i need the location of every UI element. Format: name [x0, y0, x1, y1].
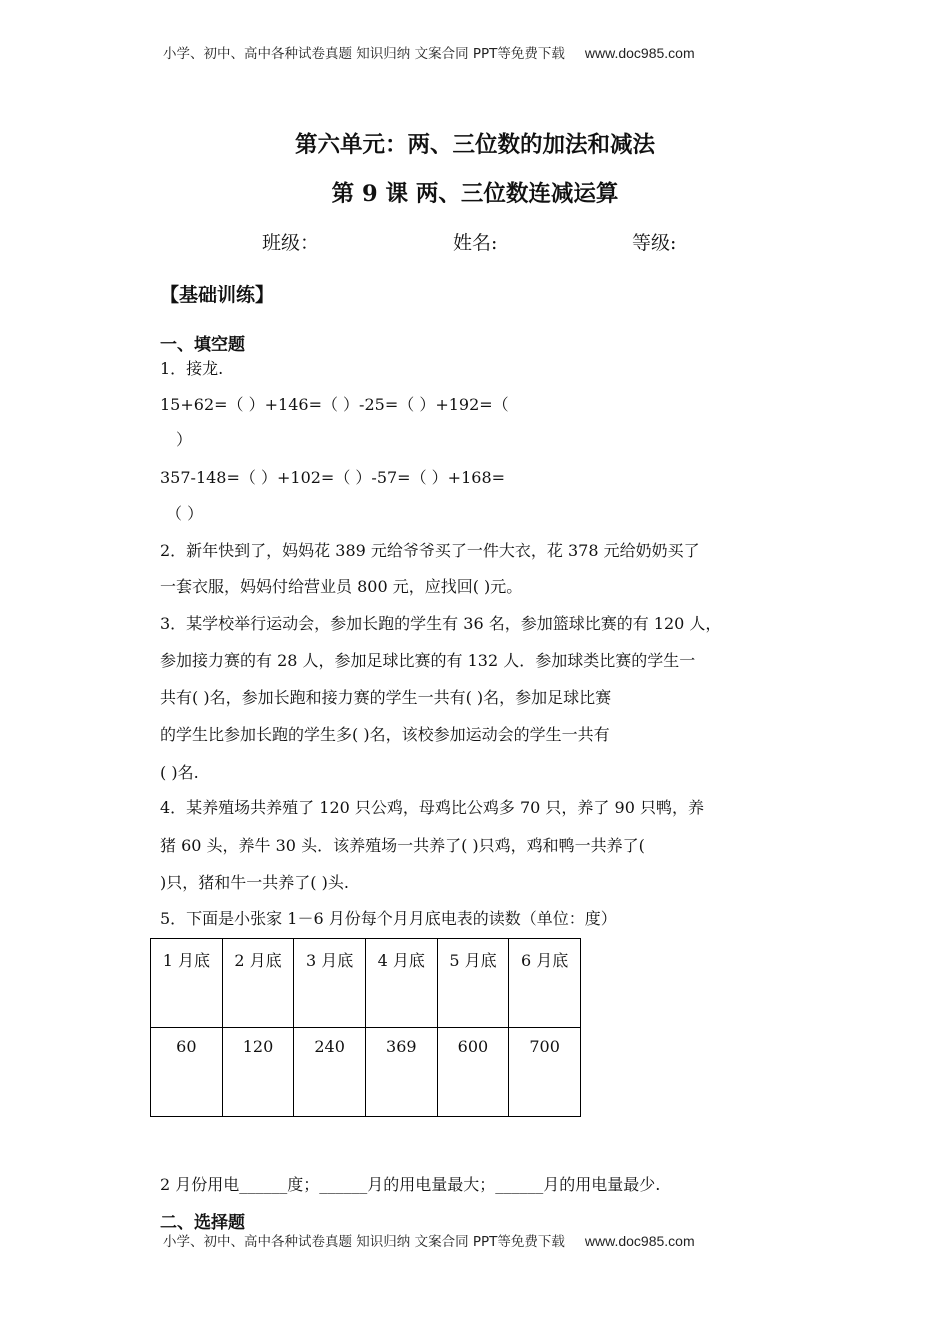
name-label: 姓名: [453, 232, 498, 254]
q1-title: 1．接龙. [160, 359, 224, 378]
q4-line2: 猪 60 头，养牛 30 头．该养殖场一共养了( )只鸡，鸡和鸭一共养了( [160, 836, 645, 855]
month-cell: 5 月底 [437, 939, 509, 1028]
month-cell: 3 月底 [294, 939, 366, 1028]
q5-answer-line: 2 月份用电______度；______月的用电量最大；______月的用电量最少. [160, 1175, 661, 1194]
grade-label: 等级: [632, 232, 677, 254]
reading-cell: 700 [509, 1028, 581, 1117]
header-site: www.doc985.com [584, 45, 695, 61]
page-header [163, 42, 695, 62]
page-footer [163, 1230, 695, 1250]
q1-row1: 15+62=（ ）+146=（ ）-25=（ ）+192=（ [160, 395, 509, 414]
q4-line3: )只，猪和牛一共养了( )头. [160, 873, 349, 892]
choice-section-heading: 二、选择题 [160, 1213, 245, 1233]
q1-row2-cont: （ ） [166, 504, 204, 523]
q3-line2: 参加接力赛的有 28 人，参加足球比赛的有 132 人．参加球类比赛的学生一 [160, 651, 696, 670]
reading-cell: 120 [222, 1028, 294, 1117]
table-value-row [151, 1028, 581, 1117]
meter-reading-table [150, 938, 581, 1117]
table-header-row [151, 939, 581, 1028]
q1-row1-cont: ） [176, 430, 193, 449]
q3-line3: 共有( )名，参加长跑和接力赛的学生一共有( )名，参加足球比赛 [160, 688, 612, 707]
reading-cell: 600 [437, 1028, 509, 1117]
month-cell: 4 月底 [365, 939, 437, 1028]
q1-row2: 357-148=（ ）+102=（ ）-57=（ ）+168= [160, 468, 506, 487]
month-cell: 6 月底 [509, 939, 581, 1028]
q4-line1: 4．某养殖场共养殖了 120 只公鸡，母鸡比公鸡多 70 只，养了 90 只鸭，养 [160, 798, 704, 817]
footer-site: www.doc985.com [584, 1233, 695, 1249]
class-label: 班级： [262, 232, 320, 254]
q5-title: 5．下面是小张家 1－6 月份每个月月底电表的读数（单位：度） [160, 909, 617, 928]
q2-line1: 2．新年快到了，妈妈花 389 元给爷爷买了一件大衣，花 378 元给奶奶买了 [160, 541, 700, 560]
basic-section-heading: 【基础训练】 [160, 284, 275, 306]
q2-line2: 一套衣服，妈妈付给营业员 800 元，应找回( )元。 [160, 577, 523, 596]
q3-line4: 的学生比参加长跑的学生多( )名，该校参加运动会的学生一共有 [160, 725, 610, 744]
lesson-title: 第 9 课 两、三位数连减运算 [331, 181, 619, 207]
q3-line5: ( )名. [160, 763, 199, 782]
reading-cell: 60 [151, 1028, 223, 1117]
header-text: 小学、初中、高中各种试卷真题 知识归纳 文案合同 PPT等免费下载 [163, 46, 565, 62]
fill-section-heading: 一、填空题 [160, 335, 245, 355]
month-cell: 2 月底 [222, 939, 294, 1028]
footer-text: 小学、初中、高中各种试卷真题 知识归纳 文案合同 PPT等免费下载 [163, 1234, 565, 1250]
reading-cell: 369 [365, 1028, 437, 1117]
month-cell: 1 月底 [151, 939, 223, 1028]
q3-line1: 3．某学校举行运动会，参加长跑的学生有 36 名，参加篮球比赛的有 120 人， [160, 614, 722, 633]
unit-title: 第六单元：两、三位数的加法和减法 [294, 132, 655, 158]
reading-cell: 240 [294, 1028, 366, 1117]
